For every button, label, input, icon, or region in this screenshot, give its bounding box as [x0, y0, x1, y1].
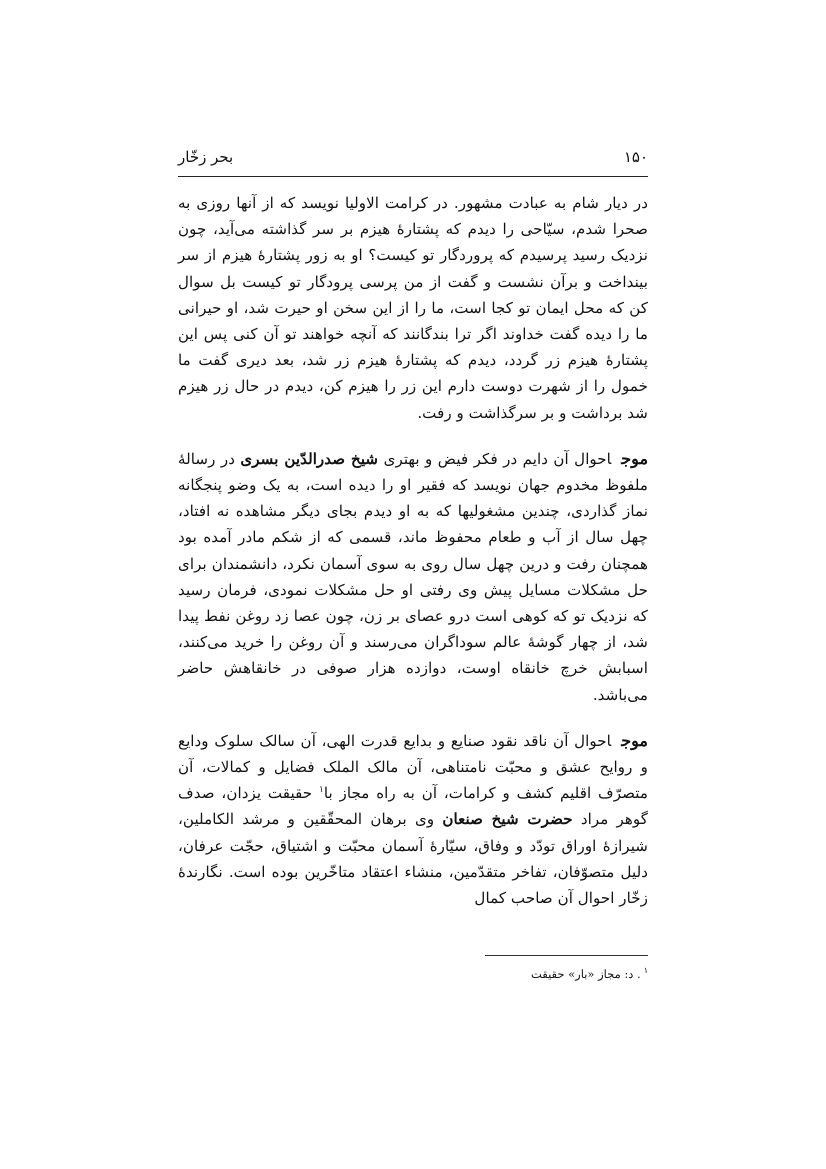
paragraph-1-text: در دیار شام به عبادت مشهور. در کرامت الاولیا نویسد که از آنها روزی به صحرا شدم، سیّاحی را دیدم که پشتارهٔ هیزم بر سر گذاشته می‌آید، چون نزدیک رسید پرسیدم که پروردگار تو کیست؟ او به زور پشتارهٔ هیزم از سر بینداخت و برآن نشست و گفت از من پرسی پرودگار تو کیست بل سوال کن که محل ایمان تو کجا است، ما را از این سخن او حیرت شد، او حیرانی ما را دیده گفت خداوند اگر ترا بندگانند که آنچه خواهند تو آن کنی پس این پشتارهٔ هیزم زر گردد، دیدم که پشتارهٔ هیزم زر شد، بعد دیری گفت ما خمول را از شهرت دوست دارم این زر را هیزم کن، دیدم در حال زر هیزم شد برداشت و بر سرگذاشت و رفت. [178, 194, 648, 422]
page-number: ۱۵۰ [623, 148, 648, 166]
paragraph-2-text-after: در رسالهٔ ملفوظ مخدوم جهان نویسد که فقیر او را دیده است، به یک وضو پنجگانه نماز گذاردی، چندین مشغولیها که به او دیدم بجای دیگر مشاهده نه افتاد، چهل سال از آب و طعام محفوظ ماند، قسمی که از شکم مادر آمده بود همچنان رفت و درین چهل سال روی به سوی آسمان نکرد، دانشمندان برای حل مشکلات مسایل پیش وی رفتی او حل مشکلات نمودی، فرمان رسید که نزدیک تو که کوهی است درو عصای بر زن، چون عصا زد روغن نفط پیدا شد، از چهار گوشهٔ عالم سوداگران می‌رسند و آن روغن را خرید می‌کنند، اسبابش خرچ خانقاه اوست، دوازده هزار صوفی در خانقاهش حاضر می‌باشد. [178, 449, 648, 704]
footnote-reference: ۱ [318, 785, 324, 796]
paragraph-2-text-before: احوال آن دایم در فکر فیض و بهتری [383, 449, 612, 468]
running-header [178, 148, 648, 174]
footnote [178, 962, 648, 983]
footnote-text: . د: مجاز «بار» حقیقت [530, 966, 641, 981]
header-rule [178, 176, 648, 177]
paragraph-2-lead: موج [621, 448, 649, 468]
paragraph-3-text-before: احوال آن ناقد نقود صنایع و بدایع قدرت الهی، آن سالک سلوک ودایع و روایح عشق و محبّت نامتناهی، آن مالک الملک فضایل و کمالات، آن متصرّف اقلیم کشف و کرامات، آن به راه مجاز با [178, 731, 649, 803]
body-text [178, 190, 648, 931]
paragraph-3-text-mid: حقیقت یزدان، صدف گوهر مراد [178, 784, 649, 829]
footnote-mark: ۱ [643, 966, 648, 975]
paragraph-3-bold-name: حضرت شیخ صنعان [442, 810, 573, 829]
running-title: بحر زخّار [178, 148, 234, 166]
paragraph-3-text-after: وی برهان المحقّقین و مرشد الکاملین، شیرازهٔ اوراق تودّد و وفاق، سیّارهٔ آسمان محبّت و اشتیاق، حجّت عرفان، دلیل متصوّفان، تفاخر متقدّمین، منشاء اعتقاد متاخّرین بوده است. نگارندهٔ زخّار احوال آن صاحب کمال [178, 810, 648, 908]
paragraph-1 [178, 190, 648, 426]
paragraph-3 [178, 728, 648, 911]
footnote-rule [485, 955, 648, 956]
paragraph-2 [178, 446, 648, 708]
paragraph-2-bold-name: شیخ صدرالدّین بسری [240, 449, 379, 468]
paragraph-3-lead: موج [621, 730, 648, 750]
